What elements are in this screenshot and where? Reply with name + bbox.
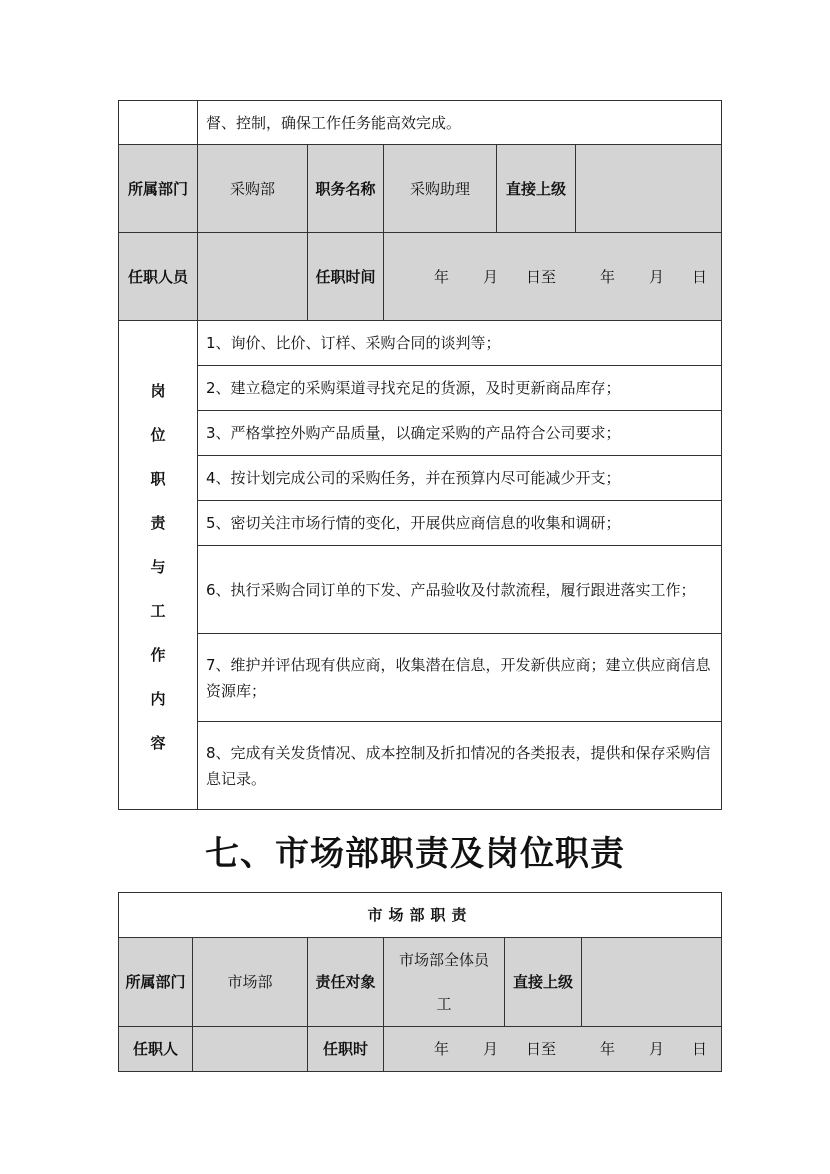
day-start: 日至 [525,1040,556,1058]
dept-label: 所属部门 [119,145,198,233]
tenure-date-range [384,1027,722,1072]
year-end: 年 [600,267,616,286]
duties-label-char: 职 [150,470,166,488]
duty-item: 3、严格掌控外购产品质量，以确定采购的产品符合公司要求； [198,411,722,456]
day-end: 日 [692,1040,708,1058]
duty-item: 1、询价、比价、订样、采购合同的谈判等； [198,321,722,366]
time-label: 任职时 [308,1027,384,1072]
duties-label-char: 责 [150,514,166,532]
duties-label-char: 内 [150,690,166,708]
year-start: 年 [433,267,449,286]
day-end: 日 [692,267,708,286]
duties-label-char: 作 [150,646,166,664]
person-label: 任职人 [119,1027,193,1072]
person-value [193,1027,308,1072]
day-start: 日至 [526,267,557,286]
dept-value: 采购部 [198,145,308,233]
duties-label-char: 岗 [150,382,166,400]
resp-label: 责任对象 [308,938,384,1027]
duties-label-char: 容 [150,734,166,752]
resp-value: 市场部全体员工 [384,938,505,1027]
person-value [198,233,308,321]
duty-item: 5、密切关注市场行情的变化，开展供应商信息的收集和调研； [198,501,722,546]
superior-label: 直接上级 [505,938,582,1027]
dept-value: 市场部 [193,938,308,1027]
duty-item: 6、执行采购合同订单的下发、产品验收及付款流程，履行跟进落实工作； [198,546,722,634]
duties-label [119,321,198,810]
month-end: 月 [649,1040,665,1058]
person-label: 任职人员 [119,233,198,321]
section-title: 七、市场部职责及岗位职责 [205,834,625,874]
month-start: 月 [482,267,498,286]
dept-label: 所属部门 [119,938,193,1027]
year-end: 年 [600,1040,616,1058]
year-start: 年 [433,1040,449,1058]
duties-label-char: 位 [150,426,166,444]
duty-item: 4、按计划完成公司的采购任务，并在预算内尽可能减少开支； [198,456,722,501]
title-label: 职务名称 [308,145,384,233]
title-value: 采购助理 [384,145,497,233]
purchasing-assistant-table [118,100,722,810]
superior-value [582,938,722,1027]
month-end: 月 [649,267,665,286]
duty-item: 2、建立稳定的采购渠道寻找充足的货源，及时更新商品库存； [198,366,722,411]
duty-item: 7、维护并评估现有供应商，收集潜在信息，开发新供应商；建立供应商信息资源库； [198,634,722,722]
superior-label: 直接上级 [497,145,576,233]
duties-label-char: 工 [150,602,166,620]
blank-cell [119,101,198,145]
superior-value [576,145,722,233]
tenure-date-range [384,233,722,321]
marketing-dept-table [118,892,722,1072]
duty-item: 8、完成有关发货情况、成本控制及折扣情况的各类报表，提供和保存采购信息记录。 [198,722,722,810]
continued-text: 督、控制，确保工作任务能高效完成。 [198,101,722,145]
duties-label-char: 与 [150,558,166,576]
month-start: 月 [482,1040,498,1058]
time-label: 任职时间 [308,233,384,321]
table-title: 市场部职责 [119,893,722,938]
